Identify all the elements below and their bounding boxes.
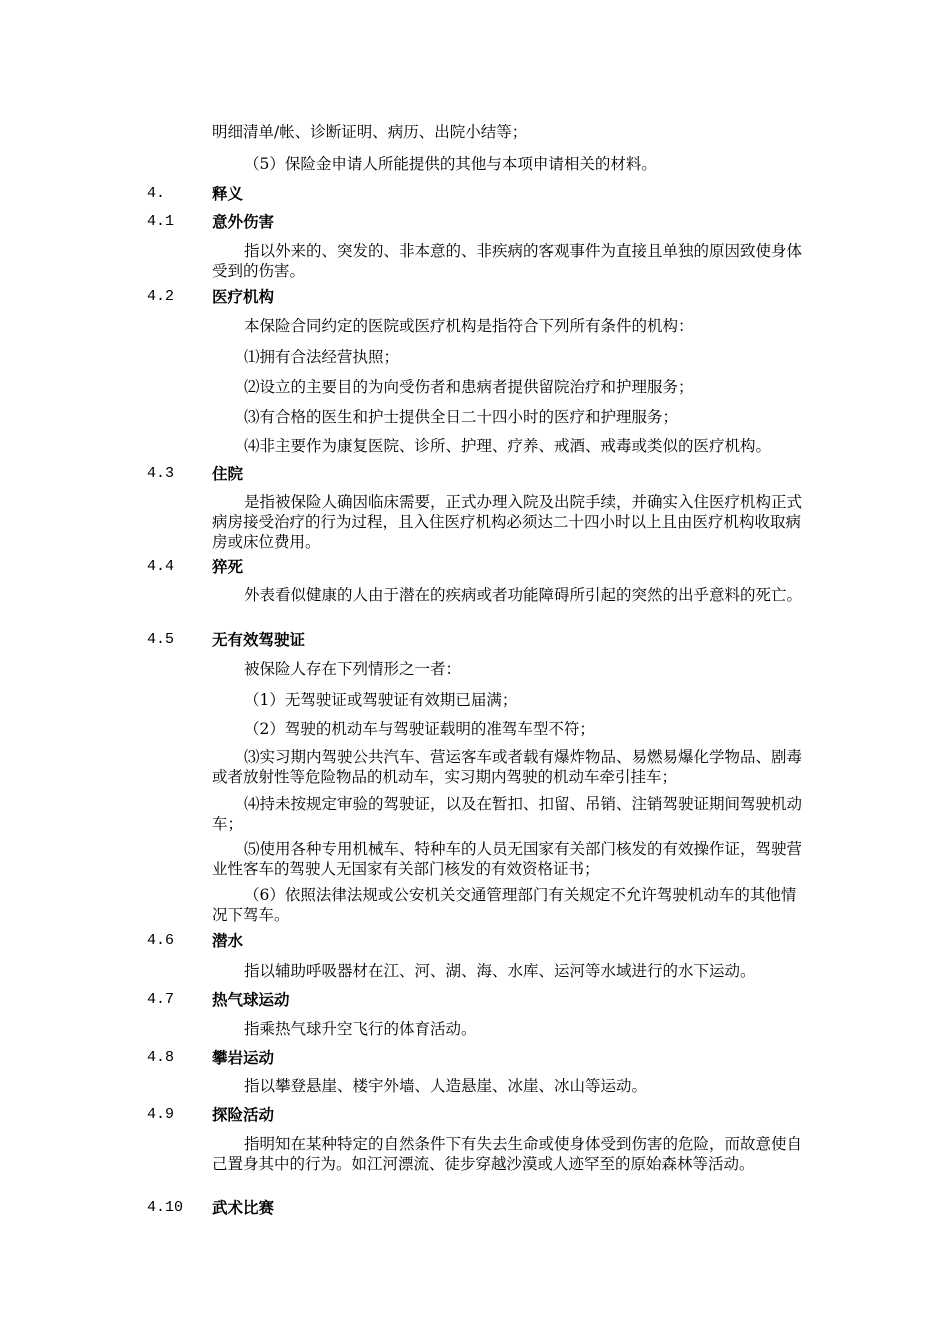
clause-title-4-9: 探险活动 [212,1106,275,1124]
clause-item-4-5-3: ⑶实习期内驾驶公共汽车、营运客车或者载有爆炸物品、易燃易爆化学物品、剧毒或者放射性等危险物品的机动车，实习期内驾驶的机动车牵引挂车； [212,748,803,786]
clause-number-4-7: 4.7 [147,991,175,1008]
clause-item-4-2-4: ⑷非主要作为康复医院、诊所、护理、疗养、戒酒、戒毒或类似的医疗机构。 [244,437,772,455]
clause-text-4-8: 指以攀登悬崖、楼宇外墙、人造悬崖、冰崖、冰山等运动。 [244,1077,648,1095]
clause-item-4-5-1: （1）无驾驶证或驾驶证有效期已届满； [244,691,518,709]
clause-item-4-5-2: （2）驾驶的机动车与驾驶证载明的准驾车型不符； [244,720,595,738]
clause-text-4-7: 指乘热气球升空飞行的体育活动。 [244,1020,477,1038]
clause-title-4-2: 医疗机构 [212,288,275,306]
clause-title-4-4: 猝死 [212,558,244,576]
clause-title-4-7: 热气球运动 [212,991,290,1009]
clause-text-4-2: 本保险合同约定的医院或医疗机构是指符合下列所有条件的机构： [244,317,694,335]
clause-number-4-2: 4.2 [147,288,175,305]
clause-item-4-5-5: ⑸使用各种专用机械车、特种车的人员无国家有关部门核发的有效操作证，驾驶营业性客车的驾驶人无国家有关部门核发的有效资格证书； [212,840,803,878]
clause-text-4-9: 指明知在某种特定的自然条件下有失去生命或使身体受到伤害的危险，而故意使自己置身其中的行为。如江河漂流、徒步穿越沙漠或人迹罕至的原始森林等活动。 [212,1135,803,1173]
clause-text-4-4: 外表看似健康的人由于潜在的疾病或者功能障碍所引起的突然的出乎意料的死亡。 [244,586,803,604]
intro-line-1: 明细清单/帐、诊断证明、病历、出院小结等； [212,123,528,141]
clause-number-4-9: 4.9 [147,1106,175,1123]
clause-item-4-2-1: ⑴拥有合法经营执照； [244,348,400,366]
clause-number-4-8: 4.8 [147,1049,175,1066]
clause-number-4-3: 4.3 [147,465,175,482]
clause-number-4-1: 4.1 [147,213,175,230]
clause-title-4-6: 潜水 [212,932,244,950]
clause-text-4-5: 被保险人存在下列情形之一者： [244,660,462,678]
clause-title-4-3: 住院 [212,465,244,483]
clause-title-4-1: 意外伤害 [212,213,275,231]
clause-number-4-4: 4.4 [147,558,175,575]
clause-number-4-6: 4.6 [147,932,175,949]
clause-title-4-10: 武术比赛 [212,1199,275,1217]
clause-number-4-10: 4.10 [147,1199,184,1216]
section-title: 释义 [212,185,244,203]
clause-item-4-5-6: （6）依照法律法规或公安机关交通管理部门有关规定不允许驾驶机动车的其他情况下驾车。 [212,886,797,924]
clause-text-4-6: 指以辅助呼吸器材在江、河、湖、海、水库、运河等水域进行的水下运动。 [244,962,756,980]
section-number: 4. [147,185,166,202]
clause-item-4-2-3: ⑶有合格的医生和护士提供全日二十四小时的医疗和护理服务； [244,408,679,426]
clause-title-4-5: 无有效驾驶证 [212,631,306,649]
intro-line-2: （5）保险金申请人所能提供的其他与本项申请相关的材料。 [244,155,657,173]
clause-item-4-5-4: ⑷持未按规定审验的驾驶证，以及在暂扣、扣留、吊销、注销驾驶证期间驾驶机动车； [212,795,803,833]
clause-title-4-8: 攀岩运动 [212,1049,275,1067]
clause-item-4-2-2: ⑵设立的主要目的为向受伤者和患病者提供留院治疗和护理服务； [244,378,694,396]
clause-text-4-3: 是指被保险人确因临床需要，正式办理入院及出院手续，并确实入住医疗机构正式病房接受治疗的行为过程，且入住医疗机构必须达二十四小时以上且由医疗机构收取病房或床位费用。 [212,493,803,551]
clause-text-4-1: 指以外来的、突发的、非本意的、非疾病的客观事件为直接且单独的原因致使身体受到的伤害。 [212,242,803,280]
clause-number-4-5: 4.5 [147,631,175,648]
